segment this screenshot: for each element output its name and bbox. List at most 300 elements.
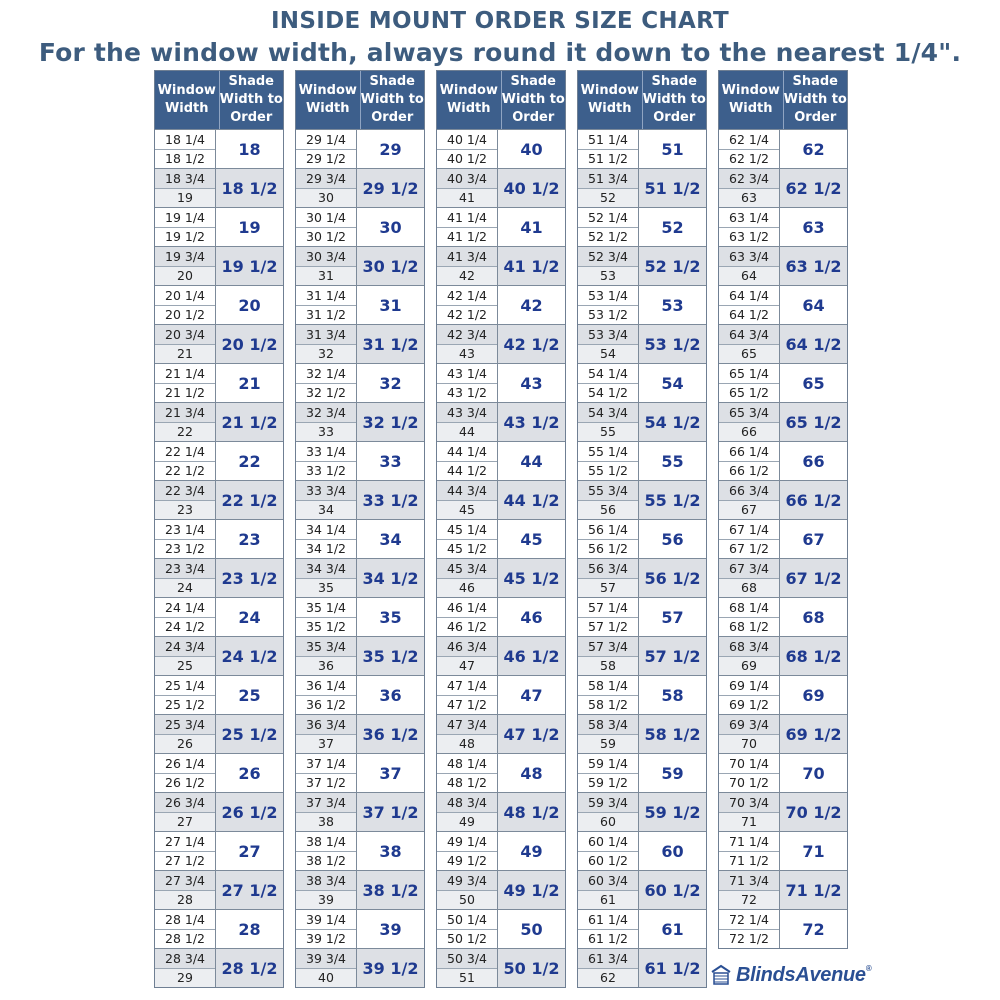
table-row xyxy=(155,519,283,558)
window-width-value: 47 xyxy=(437,656,497,676)
table-row xyxy=(437,402,565,441)
shade-width-value: 22 xyxy=(238,451,261,471)
window-width-value: 40 3/4 xyxy=(447,170,487,186)
window-width-value: 19 3/4 xyxy=(165,248,205,264)
window-width-value: 26 3/4 xyxy=(165,794,205,810)
window-width-value: 72 1/2 xyxy=(719,929,779,949)
window-width-value: 32 3/4 xyxy=(306,404,346,420)
table-row xyxy=(578,324,706,363)
window-width-cell xyxy=(719,208,780,246)
table-row xyxy=(296,129,424,168)
window-width-cell xyxy=(155,637,216,675)
header-window-width: Window Width xyxy=(157,83,216,116)
window-width-value: 31 1/2 xyxy=(296,305,356,325)
window-width-value: 71 1/2 xyxy=(719,851,779,871)
window-width-value: 42 1/2 xyxy=(437,305,497,325)
window-width-value: 71 1/4 xyxy=(729,833,769,849)
window-width-cell xyxy=(296,637,357,675)
window-width-value: 59 3/4 xyxy=(588,794,628,810)
window-width-cell xyxy=(437,442,498,480)
window-width-value: 54 3/4 xyxy=(588,404,628,420)
window-width-cell xyxy=(719,520,780,558)
window-width-cell xyxy=(578,559,639,597)
table-row xyxy=(578,129,706,168)
shade-width-value: 26 xyxy=(238,763,261,783)
window-width-value: 72 xyxy=(719,890,779,910)
table-row xyxy=(719,909,847,948)
window-width-value: 61 1/4 xyxy=(588,911,628,927)
table-row xyxy=(719,480,847,519)
window-width-value: 52 1/4 xyxy=(588,209,628,225)
window-width-value: 22 1/2 xyxy=(155,461,215,481)
window-width-value: 20 3/4 xyxy=(165,326,205,342)
window-width-value: 30 3/4 xyxy=(306,248,346,264)
table-row xyxy=(155,636,283,675)
table-row xyxy=(296,441,424,480)
table-row xyxy=(296,480,424,519)
window-width-cell xyxy=(155,676,216,714)
window-width-value: 19 xyxy=(155,188,215,208)
table-row xyxy=(155,480,283,519)
table-row xyxy=(719,363,847,402)
window-width-value: 41 1/2 xyxy=(437,227,497,247)
shade-width-value: 69 1/2 xyxy=(785,724,842,744)
window-width-value: 40 xyxy=(296,968,356,988)
table-row xyxy=(155,753,283,792)
window-width-value: 53 3/4 xyxy=(588,326,628,342)
header-window-width: Window Width xyxy=(298,83,357,116)
table-row xyxy=(155,870,283,909)
shade-width-value: 62 1/2 xyxy=(785,178,842,198)
window-width-value: 26 xyxy=(155,734,215,754)
window-width-cell xyxy=(296,208,357,246)
shade-width-value: 61 xyxy=(661,919,684,939)
window-width-value: 35 1/2 xyxy=(296,617,356,637)
table-row xyxy=(296,363,424,402)
window-width-value: 38 xyxy=(296,812,356,832)
table-row xyxy=(437,792,565,831)
window-width-value: 34 xyxy=(296,500,356,520)
window-width-cell xyxy=(155,754,216,792)
shade-width-value: 56 xyxy=(661,529,684,549)
window-width-value: 54 1/2 xyxy=(578,383,638,403)
window-width-value: 72 1/4 xyxy=(729,911,769,927)
window-width-value: 70 1/2 xyxy=(719,773,779,793)
table-row xyxy=(578,948,706,987)
table-row xyxy=(719,246,847,285)
window-width-value: 28 3/4 xyxy=(165,950,205,966)
window-width-value: 42 3/4 xyxy=(447,326,487,342)
shade-width-value: 46 1/2 xyxy=(503,646,560,666)
window-width-cell xyxy=(578,481,639,519)
window-width-value: 48 1/2 xyxy=(437,773,497,793)
window-width-cell xyxy=(296,559,357,597)
shade-width-value: 47 xyxy=(520,685,543,705)
table-row xyxy=(719,519,847,558)
table-row xyxy=(578,792,706,831)
window-width-value: 40 1/2 xyxy=(437,149,497,169)
window-width-value: 63 3/4 xyxy=(729,248,769,264)
shade-width-value: 51 1/2 xyxy=(644,178,701,198)
table-row xyxy=(437,753,565,792)
window-width-value: 32 1/2 xyxy=(296,383,356,403)
window-width-value: 68 1/4 xyxy=(729,599,769,615)
table-row xyxy=(578,207,706,246)
window-width-value: 28 xyxy=(155,890,215,910)
window-width-value: 49 3/4 xyxy=(447,872,487,888)
table-row xyxy=(155,129,283,168)
window-width-value: 66 1/4 xyxy=(729,443,769,459)
window-width-value: 18 1/2 xyxy=(155,149,215,169)
shade-width-value: 23 xyxy=(238,529,261,549)
window-width-cell xyxy=(437,754,498,792)
table-row xyxy=(719,675,847,714)
window-width-value: 69 1/2 xyxy=(719,695,779,715)
shade-width-value: 35 1/2 xyxy=(362,646,419,666)
shade-width-value: 39 1/2 xyxy=(362,958,419,978)
shade-width-value: 20 xyxy=(238,295,261,315)
window-width-cell xyxy=(296,286,357,324)
window-width-value: 43 xyxy=(437,344,497,364)
window-width-value: 22 1/4 xyxy=(165,443,205,459)
table-row xyxy=(296,324,424,363)
window-width-value: 37 xyxy=(296,734,356,754)
window-width-cell xyxy=(296,364,357,402)
window-width-cell xyxy=(155,130,216,168)
window-width-value: 43 1/2 xyxy=(437,383,497,403)
shade-width-value: 26 1/2 xyxy=(221,802,278,822)
window-width-value: 70 xyxy=(719,734,779,754)
table-row xyxy=(719,129,847,168)
shade-width-value: 47 1/2 xyxy=(503,724,560,744)
table-row xyxy=(155,207,283,246)
window-width-value: 49 1/2 xyxy=(437,851,497,871)
table-row xyxy=(155,246,283,285)
column-header xyxy=(578,71,706,129)
window-width-value: 62 xyxy=(578,968,638,988)
shade-width-value: 61 1/2 xyxy=(644,958,701,978)
table-row xyxy=(437,441,565,480)
window-width-cell xyxy=(296,949,357,987)
table-row xyxy=(437,948,565,987)
window-width-value: 35 1/4 xyxy=(306,599,346,615)
window-width-value: 21 3/4 xyxy=(165,404,205,420)
column-header xyxy=(296,71,424,129)
window-width-value: 69 xyxy=(719,656,779,676)
window-width-value: 60 xyxy=(578,812,638,832)
window-width-cell xyxy=(578,247,639,285)
window-width-value: 29 1/2 xyxy=(296,149,356,169)
shade-width-value: 32 xyxy=(379,373,402,393)
shade-width-value: 23 1/2 xyxy=(221,568,278,588)
table-row xyxy=(578,753,706,792)
shade-width-value: 55 1/2 xyxy=(644,490,701,510)
window-width-value: 63 1/4 xyxy=(729,209,769,225)
table-row xyxy=(155,441,283,480)
window-width-cell xyxy=(578,832,639,870)
window-width-cell xyxy=(719,871,780,909)
window-width-cell xyxy=(155,559,216,597)
table-row xyxy=(578,558,706,597)
window-width-value: 45 1/2 xyxy=(437,539,497,559)
window-width-cell xyxy=(437,910,498,948)
window-width-cell xyxy=(155,715,216,753)
window-width-value: 41 1/4 xyxy=(447,209,487,225)
shade-width-value: 24 1/2 xyxy=(221,646,278,666)
window-width-cell xyxy=(155,286,216,324)
header-window-width: Window Width xyxy=(580,83,639,116)
window-width-value: 52 xyxy=(578,188,638,208)
table-row xyxy=(296,402,424,441)
window-width-value: 40 1/4 xyxy=(447,131,487,147)
window-width-value: 51 1/2 xyxy=(578,149,638,169)
table-row xyxy=(437,675,565,714)
window-width-cell xyxy=(437,832,498,870)
window-width-cell xyxy=(437,637,498,675)
shade-width-value: 60 1/2 xyxy=(644,880,701,900)
table-row xyxy=(155,285,283,324)
window-width-value: 68 1/2 xyxy=(719,617,779,637)
window-blinds-icon xyxy=(710,964,732,986)
shade-width-value: 49 1/2 xyxy=(503,880,560,900)
table-row xyxy=(155,714,283,753)
window-width-cell xyxy=(437,286,498,324)
window-width-cell xyxy=(437,247,498,285)
window-width-value: 22 3/4 xyxy=(165,482,205,498)
window-width-cell xyxy=(719,247,780,285)
window-width-value: 19 1/4 xyxy=(165,209,205,225)
shade-width-value: 72 xyxy=(802,919,825,939)
table-row xyxy=(719,753,847,792)
window-width-value: 33 1/4 xyxy=(306,443,346,459)
window-width-value: 44 1/2 xyxy=(437,461,497,481)
table-row xyxy=(437,909,565,948)
window-width-value: 24 1/2 xyxy=(155,617,215,637)
window-width-cell xyxy=(719,130,780,168)
table-row xyxy=(296,831,424,870)
shade-width-value: 37 1/2 xyxy=(362,802,419,822)
window-width-cell xyxy=(155,949,216,987)
window-width-value: 64 1/4 xyxy=(729,287,769,303)
window-width-value: 25 xyxy=(155,656,215,676)
window-width-value: 35 3/4 xyxy=(306,638,346,654)
brand-logo xyxy=(710,962,880,988)
window-width-cell xyxy=(578,871,639,909)
window-width-value: 66 xyxy=(719,422,779,442)
table-row xyxy=(437,870,565,909)
table-row xyxy=(719,792,847,831)
window-width-cell xyxy=(719,832,780,870)
shade-width-value: 40 1/2 xyxy=(503,178,560,198)
table-row xyxy=(719,870,847,909)
shade-width-value: 45 1/2 xyxy=(503,568,560,588)
shade-width-value: 46 xyxy=(520,607,543,627)
window-width-value: 39 1/2 xyxy=(296,929,356,949)
window-width-cell xyxy=(296,403,357,441)
window-width-value: 60 3/4 xyxy=(588,872,628,888)
window-width-value: 58 1/2 xyxy=(578,695,638,715)
shade-width-value: 33 1/2 xyxy=(362,490,419,510)
window-width-value: 28 1/2 xyxy=(155,929,215,949)
window-width-value: 38 1/4 xyxy=(306,833,346,849)
shade-width-value: 24 xyxy=(238,607,261,627)
window-width-value: 23 3/4 xyxy=(165,560,205,576)
table-row xyxy=(437,519,565,558)
window-width-value: 64 1/2 xyxy=(719,305,779,325)
window-width-cell xyxy=(437,793,498,831)
header-shade-width: Shade Width to Order xyxy=(219,71,284,129)
window-width-value: 39 1/4 xyxy=(306,911,346,927)
table-row xyxy=(719,831,847,870)
window-width-value: 58 3/4 xyxy=(588,716,628,732)
table-row xyxy=(155,168,283,207)
window-width-cell xyxy=(155,208,216,246)
window-width-value: 50 xyxy=(437,890,497,910)
window-width-cell xyxy=(437,130,498,168)
table-row xyxy=(437,636,565,675)
shade-width-value: 62 xyxy=(802,139,825,159)
logo-text: BlindsAvenue® xyxy=(736,963,872,986)
shade-width-value: 21 1/2 xyxy=(221,412,278,432)
shade-width-value: 36 1/2 xyxy=(362,724,419,744)
shade-width-value: 68 1/2 xyxy=(785,646,842,666)
window-width-value: 31 xyxy=(296,266,356,286)
shade-width-value: 25 1/2 xyxy=(221,724,278,744)
window-width-value: 67 1/4 xyxy=(729,521,769,537)
window-width-cell xyxy=(155,403,216,441)
window-width-value: 61 3/4 xyxy=(588,950,628,966)
window-width-value: 70 3/4 xyxy=(729,794,769,810)
shade-width-value: 67 xyxy=(802,529,825,549)
table-row xyxy=(578,363,706,402)
window-width-value: 22 xyxy=(155,422,215,442)
shade-width-value: 31 1/2 xyxy=(362,334,419,354)
window-width-cell xyxy=(719,403,780,441)
header-shade-width: Shade Width to Order xyxy=(501,71,566,129)
table-row xyxy=(296,285,424,324)
table-row xyxy=(719,402,847,441)
window-width-cell xyxy=(719,598,780,636)
chart-column xyxy=(154,70,284,988)
table-row xyxy=(437,207,565,246)
window-width-value: 56 1/4 xyxy=(588,521,628,537)
window-width-value: 49 xyxy=(437,812,497,832)
window-width-value: 62 1/2 xyxy=(719,149,779,169)
window-width-cell xyxy=(155,520,216,558)
window-width-cell xyxy=(437,364,498,402)
table-row xyxy=(719,285,847,324)
window-width-value: 66 1/2 xyxy=(719,461,779,481)
chart-column xyxy=(577,70,707,988)
window-width-cell xyxy=(155,364,216,402)
window-width-value: 25 3/4 xyxy=(165,716,205,732)
shade-width-value: 63 1/2 xyxy=(785,256,842,276)
window-width-value: 60 1/2 xyxy=(578,851,638,871)
window-width-value: 43 3/4 xyxy=(447,404,487,420)
shade-width-value: 70 xyxy=(802,763,825,783)
window-width-value: 34 1/4 xyxy=(306,521,346,537)
window-width-value: 42 1/4 xyxy=(447,287,487,303)
table-row xyxy=(296,636,424,675)
page-subtitle: For the window width, always round it down to the nearest 1/4". xyxy=(38,38,962,67)
window-width-value: 65 3/4 xyxy=(729,404,769,420)
window-width-cell xyxy=(296,247,357,285)
table-row xyxy=(296,948,424,987)
shade-width-value: 50 1/2 xyxy=(503,958,560,978)
window-width-value: 57 3/4 xyxy=(588,638,628,654)
table-row xyxy=(155,597,283,636)
window-width-cell xyxy=(578,520,639,558)
table-row xyxy=(719,441,847,480)
shade-width-value: 64 1/2 xyxy=(785,334,842,354)
window-width-value: 43 1/4 xyxy=(447,365,487,381)
shade-width-value: 67 1/2 xyxy=(785,568,842,588)
window-width-value: 47 1/4 xyxy=(447,677,487,693)
shade-width-value: 19 1/2 xyxy=(221,256,278,276)
window-width-value: 55 xyxy=(578,422,638,442)
table-row xyxy=(719,324,847,363)
window-width-value: 67 3/4 xyxy=(729,560,769,576)
window-width-value: 46 3/4 xyxy=(447,638,487,654)
shade-width-value: 37 xyxy=(379,763,402,783)
window-width-value: 63 xyxy=(719,188,779,208)
table-row xyxy=(437,831,565,870)
shade-width-value: 48 1/2 xyxy=(503,802,560,822)
table-row xyxy=(296,870,424,909)
table-row xyxy=(437,363,565,402)
shade-width-value: 42 1/2 xyxy=(503,334,560,354)
window-width-cell xyxy=(719,442,780,480)
header-shade-width: Shade Width to Order xyxy=(642,71,707,129)
window-width-value: 64 xyxy=(719,266,779,286)
shade-width-value: 69 xyxy=(802,685,825,705)
shade-width-value: 34 1/2 xyxy=(362,568,419,588)
window-width-cell xyxy=(578,403,639,441)
window-width-value: 30 1/2 xyxy=(296,227,356,247)
window-width-value: 30 1/4 xyxy=(306,209,346,225)
window-width-cell xyxy=(719,559,780,597)
window-width-value: 23 xyxy=(155,500,215,520)
window-width-value: 26 1/2 xyxy=(155,773,215,793)
table-row xyxy=(296,909,424,948)
table-row xyxy=(155,792,283,831)
window-width-value: 36 1/2 xyxy=(296,695,356,715)
window-width-value: 64 3/4 xyxy=(729,326,769,342)
table-row xyxy=(155,363,283,402)
window-width-cell xyxy=(578,442,639,480)
window-width-value: 30 xyxy=(296,188,356,208)
shade-width-value: 38 1/2 xyxy=(362,880,419,900)
window-width-value: 31 1/4 xyxy=(306,287,346,303)
window-width-cell xyxy=(155,481,216,519)
window-width-cell xyxy=(296,754,357,792)
window-width-cell xyxy=(437,715,498,753)
table-row xyxy=(296,714,424,753)
window-width-cell xyxy=(296,832,357,870)
window-width-cell xyxy=(719,169,780,207)
table-row xyxy=(578,402,706,441)
shade-width-value: 25 xyxy=(238,685,261,705)
window-width-value: 58 1/4 xyxy=(588,677,628,693)
shade-width-value: 70 1/2 xyxy=(785,802,842,822)
window-width-cell xyxy=(296,169,357,207)
window-width-value: 36 xyxy=(296,656,356,676)
window-width-value: 29 3/4 xyxy=(306,170,346,186)
window-width-cell xyxy=(578,169,639,207)
shade-width-value: 66 1/2 xyxy=(785,490,842,510)
window-width-value: 48 1/4 xyxy=(447,755,487,771)
window-width-value: 69 3/4 xyxy=(729,716,769,732)
